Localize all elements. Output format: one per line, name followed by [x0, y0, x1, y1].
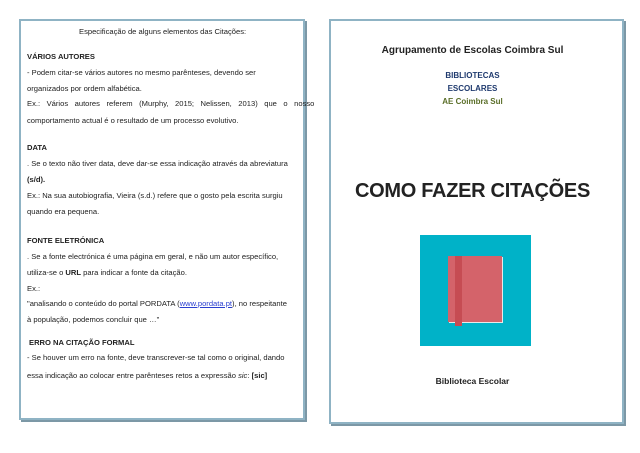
- text-line: - Podem citar-se vários autores no mesmo parênteses, devendo ser: [27, 68, 256, 77]
- cover-title: COMO FAZER CITAÇÕES: [354, 180, 591, 202]
- footer-label: Biblioteca Escolar: [435, 376, 510, 386]
- text: para indicar a fonte da citação.: [81, 268, 187, 277]
- text-line: [27, 371, 267, 381]
- section-title: ERRO NA CITAÇÃO FORMAL: [29, 338, 135, 347]
- text: :: [247, 371, 252, 380]
- school-name: Agrupamento de Escolas Coimbra Sul: [381, 45, 564, 56]
- pordata-link[interactable]: www.pordata.pt: [179, 299, 233, 308]
- book-icon: [420, 235, 531, 346]
- text: "analisando o conteúdo do portal PORDATA (: [27, 299, 180, 308]
- text: essa indicação ao colocar entre parênteses retos a expressão: [27, 371, 239, 380]
- schools-label: ESCOLARES: [447, 84, 498, 93]
- text: utiliza-se o: [27, 268, 66, 277]
- text-line: à população, podemos concluir que …": [27, 315, 160, 324]
- libraries-label: BIBLIOTECAS: [445, 71, 500, 80]
- text-line: organizados por ordem alfabética.: [27, 84, 142, 93]
- text-line: . Se a fonte electrónica é uma página em geral, e não um autor específico,: [27, 252, 279, 261]
- page-heading: Especificação de alguns elementos das Citações:: [79, 27, 247, 36]
- text-line: (s/d).: [27, 175, 46, 184]
- text-line: [27, 299, 287, 309]
- text: [sic]: [251, 371, 268, 380]
- text: sic: [238, 371, 248, 380]
- text-line: Ex.: Vários autores referem (Murphy, 2015; Nelissen, 2013) que o nosso: [27, 99, 315, 108]
- text-line: comportamento actual é o resultado de um processo evolutivo.: [27, 116, 239, 125]
- ae-label: AE Coimbra Sul: [442, 97, 503, 106]
- section-title: VÁRIOS AUTORES: [27, 52, 95, 61]
- text-line: . Se o texto não tiver data, deve dar-se essa indicação através da abreviatura: [27, 159, 288, 168]
- text-line: [27, 268, 187, 278]
- text: ), no respeitante: [232, 299, 287, 308]
- text-line: quando era pequena.: [27, 207, 100, 216]
- section-title: FONTE ELETRÓNICA: [27, 236, 105, 245]
- text-line: - Se houver um erro na fonte, deve transcrever-se tal como o original, dando: [27, 353, 285, 362]
- text-line: Ex.:: [27, 284, 41, 293]
- url-term: URL: [65, 268, 82, 277]
- section-title: DATA: [27, 143, 47, 152]
- text-line: Ex.: Na sua autobiografia, Vieira (s.d.) refere que o gosto pela escrita surgiu: [27, 191, 283, 200]
